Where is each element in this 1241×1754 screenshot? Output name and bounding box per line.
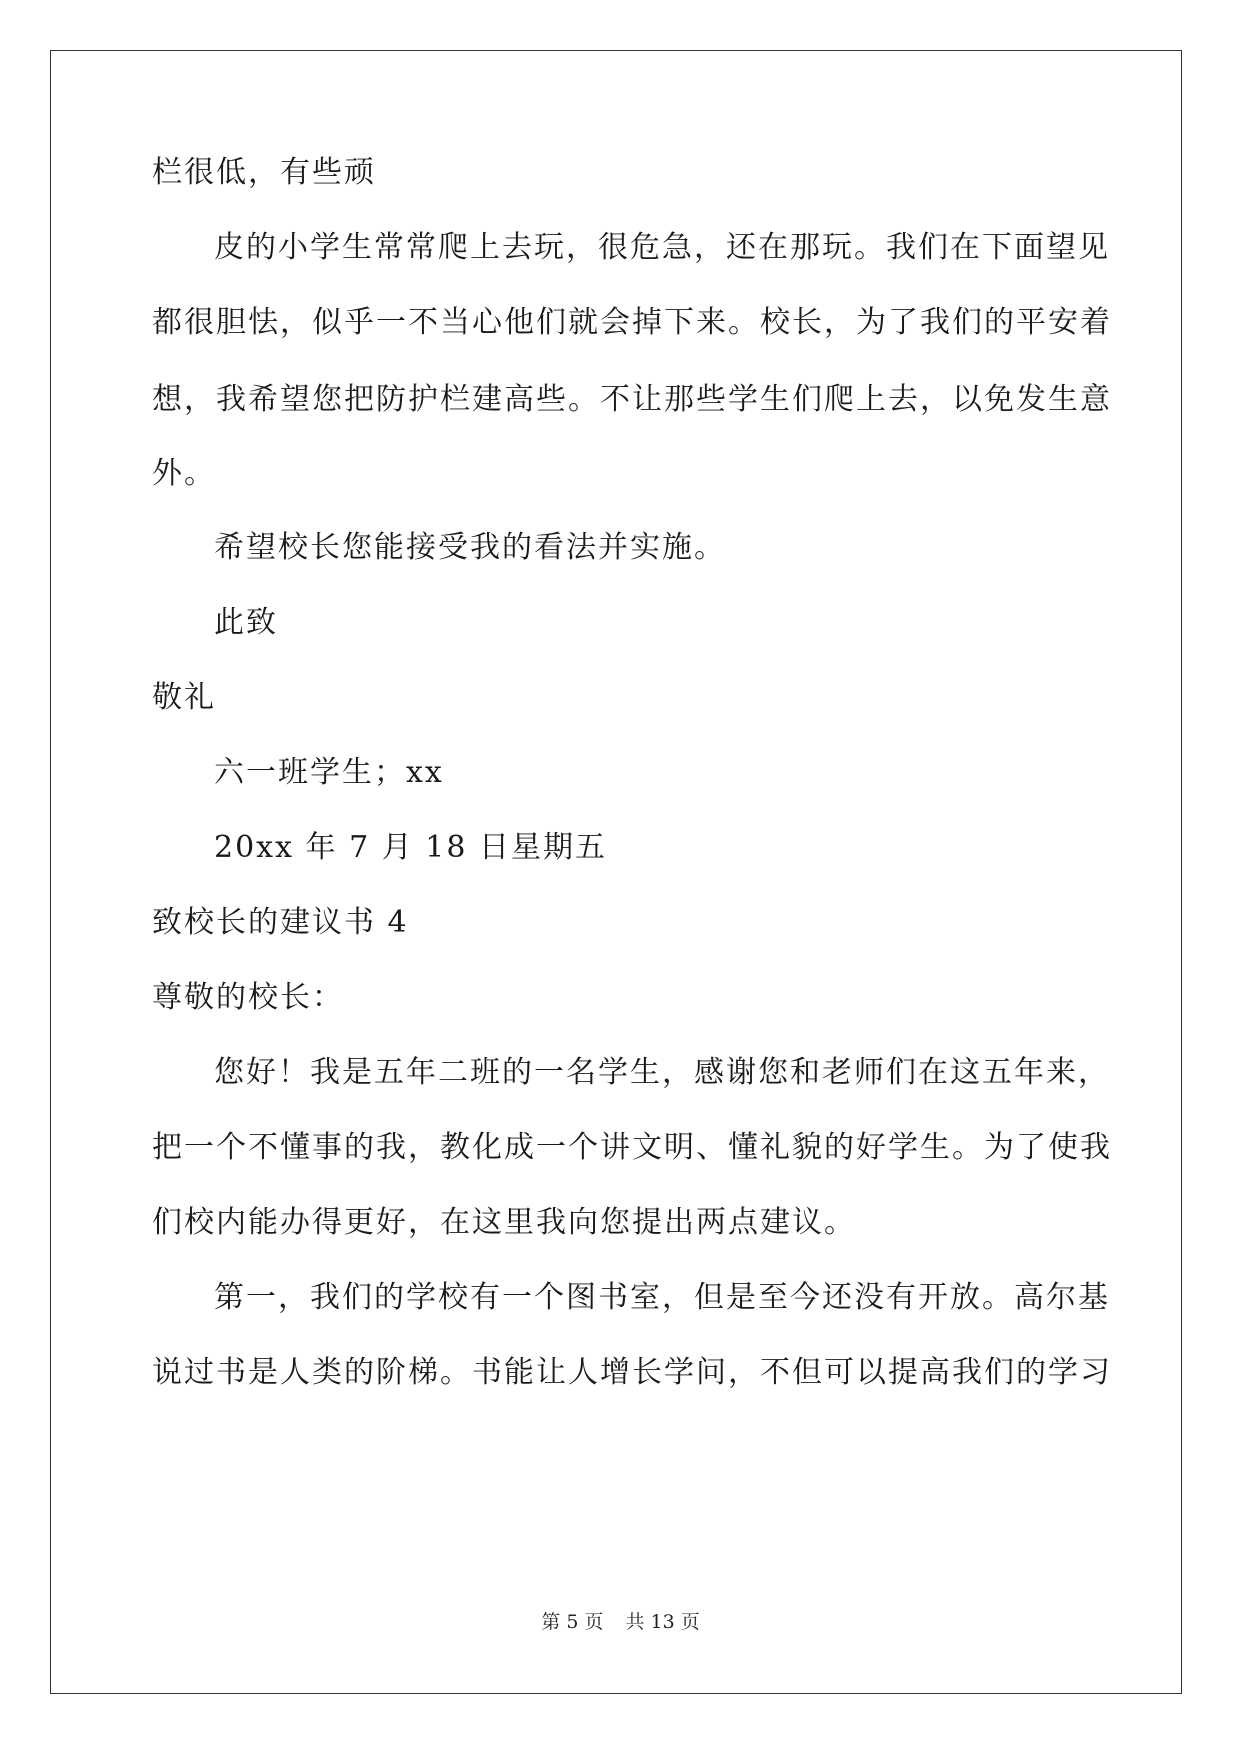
text-line: 把一个不懂事的我，教化成一个讲文明、懂礼貌的好学生。为了使我 [152, 1130, 1112, 1165]
text-line: 们校内能办得更好，在这里我向您提出两点建议。 [152, 1205, 856, 1240]
text-line: 此致 [214, 605, 278, 640]
section-heading: 致校长的建议书 4 [152, 905, 409, 940]
salutation: 尊敬的校长： [152, 980, 344, 1015]
page-total: 共 13 页 [625, 1611, 700, 1633]
text-line: 想，我希望您把防护栏建高些。不让那些学生们爬上去，以免发生意 [152, 382, 1112, 417]
page-footer [0, 1610, 1241, 1634]
text-line: 您好！我是五年二班的一名学生，感谢您和老师们在这五年来， [214, 1055, 1110, 1090]
text-line: 栏很低，有些顽 [152, 155, 376, 190]
text-line: 皮的小学生常常爬上去玩，很危急，还在那玩。我们在下面望见 [214, 230, 1110, 265]
page-number: 第 5 页 [541, 1611, 604, 1633]
text-line: 20xx 年 7 月 18 日星期五 [214, 830, 607, 865]
text-line: 第一，我们的学校有一个图书室，但是至今还没有开放。高尔基 [214, 1280, 1110, 1315]
text-line: 敬礼 [152, 680, 216, 715]
text-line: 说过书是人类的阶梯。书能让人增长学问，不但可以提高我们的学习 [152, 1355, 1112, 1390]
page-border [50, 50, 1182, 1694]
text-line: 外。 [152, 456, 216, 491]
text-line: 都很胆怯，似乎一不当心他们就会掉下来。校长，为了我们的平安着 [152, 305, 1112, 340]
text-line: 希望校长您能接受我的看法并实施。 [214, 530, 726, 565]
text-line: 六一班学生；xx [214, 755, 444, 790]
